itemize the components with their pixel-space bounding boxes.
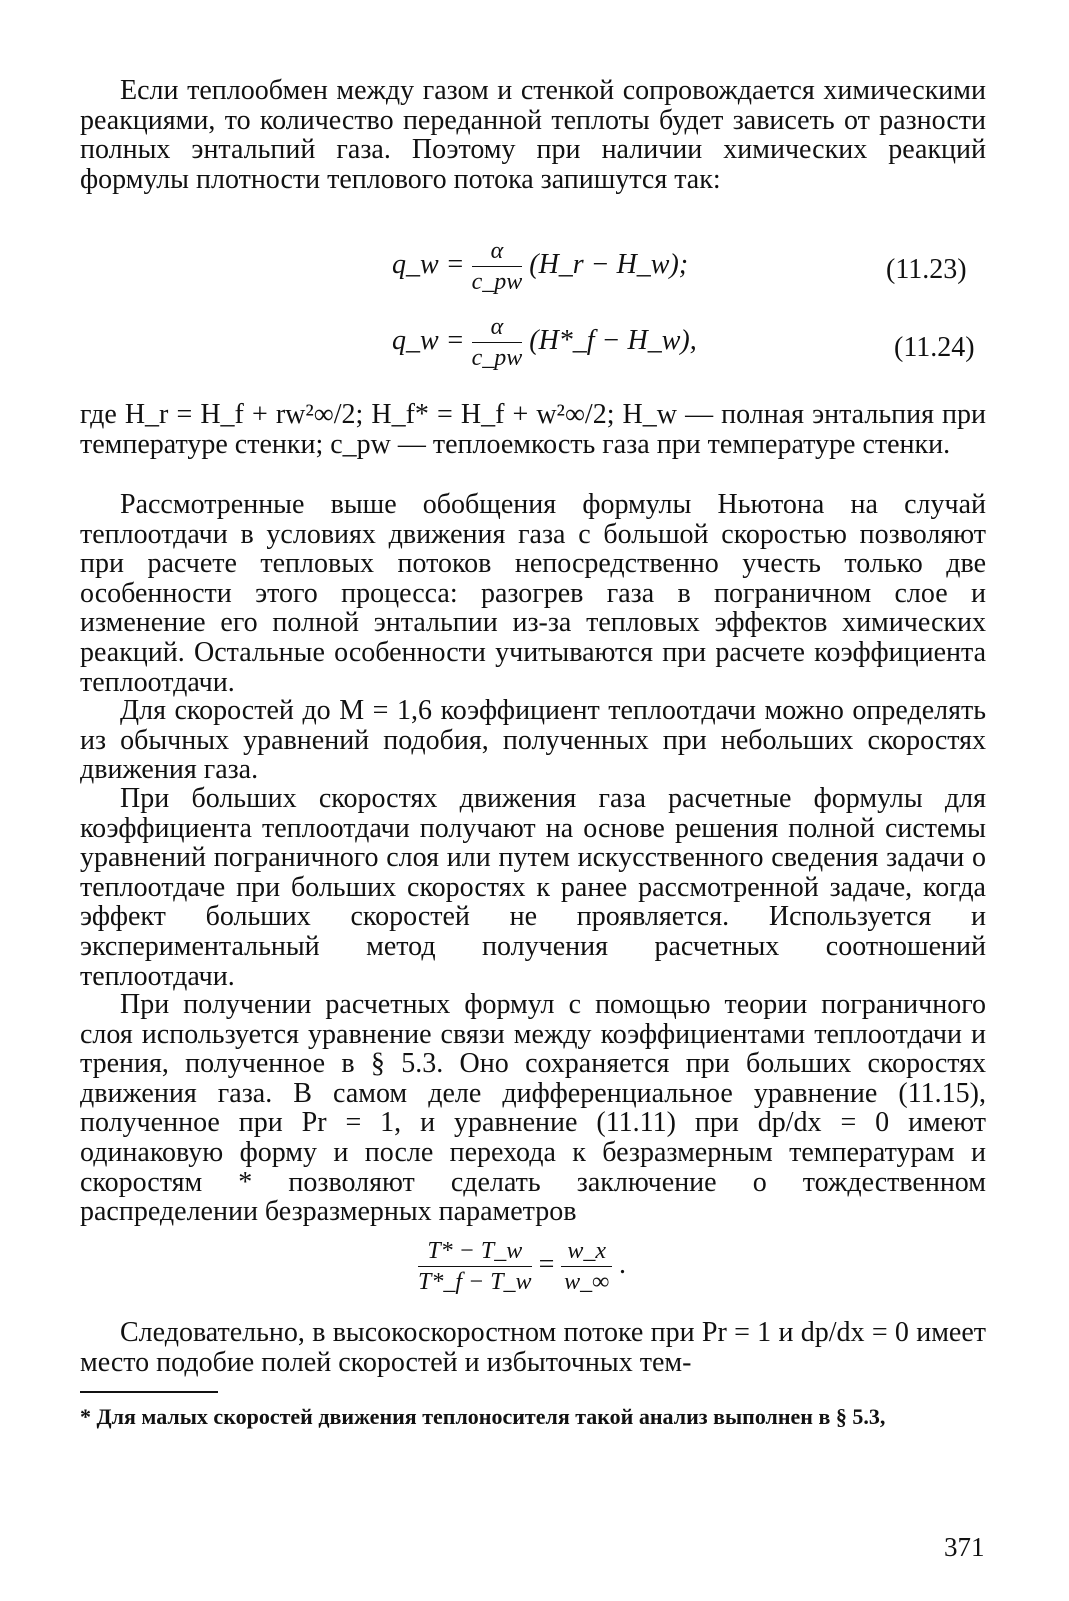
eq1-lhs: q_w =	[392, 248, 465, 280]
eq3-numerator-2: w_x	[561, 1236, 612, 1267]
paragraph-low-speed: Для скоростей до M = 1,6 коэффициент теплоотдачи можно определять из обычных уравнений подобия, полученных при небольших скоростях движения газа.	[80, 695, 986, 786]
eq1-rhs: (H_r − H_w);	[529, 248, 689, 280]
equation-similarity	[418, 1236, 626, 1297]
eq3-numerator-1: T* − T_w	[418, 1236, 532, 1267]
equation-number-11-24: (11.24)	[894, 332, 975, 363]
equation-11-24	[392, 312, 697, 373]
eq2-denominator: c_pw	[471, 345, 523, 371]
eq3-tail: .	[619, 1248, 627, 1280]
eq3-denominator-2: w_∞	[564, 1269, 610, 1295]
paragraph-high-speed: При больших скоростях движения газа расчетные формулы для коэффициента теплоотдачи получают на основе решения полной системы уравнений пограничного слоя или путем искусственного сведения задачи о теплоотдаче при больших скоростях к ранее рассмотренной задаче, когда эффект больших скоростей не проявляется. Используется и экспериментальный метод получения расчетных соотношений теплоотдачи.	[80, 783, 986, 992]
footnote: * Для малых скоростей движения теплоносителя такой анализ выполнен в § 5.3,	[80, 1404, 886, 1429]
eq2-lhs: q_w =	[392, 324, 465, 356]
equation-number-11-23: (11.23)	[886, 254, 967, 285]
eq1-fraction	[472, 236, 523, 297]
eq3-velocity-fraction	[561, 1236, 612, 1297]
eq3-denominator-1: T*_f − T_w	[418, 1269, 532, 1295]
eq1-numerator: α	[472, 236, 523, 267]
eq2-rhs: (H*_f − H_w),	[529, 324, 697, 356]
eq3-temperature-fraction	[418, 1236, 532, 1297]
paragraph-definitions: где H_r = H_f + rw²∞/2; H_f* = H_f + w²∞/2; H_w — полная энтальпия при температуре стенки; c_pw — теплоемкость газа при температуре стенки.	[80, 399, 986, 460]
paragraph-newton-generalization: Рассмотренные выше обобщения формулы Ньютона на случай теплоотдачи в условиях движения газа с большой скоростью позволяют при расчете тепловых потоков непосредственно учесть только две особенности этого процесса: разогрев газа в пограничном слое и изменение его полной энтальпии из-за тепловых эффектов химических реакций. Остальные особенности учитываются при расчете коэффициента теплоотдачи.	[80, 489, 986, 698]
eq1-denominator: c_pw	[471, 269, 523, 295]
eq2-fraction	[472, 312, 523, 373]
paragraph-intro: Если теплообмен между газом и стенкой сопровождается химическими реакциями, то количество переданной теплоты будет зависеть от разности полных энтальпий газа. Поэтому при наличии химических реакций формулы плотности теплового потока запишутся так:	[80, 75, 986, 195]
paragraph-boundary-layer: При получении расчетных формул с помощью теории пограничного слоя используется уравнение связи между коэффициентами теплоотдачи и трения, полученное в § 5.3. Оно сохраняется при больших скоростях движения газа. В самом деле дифференциальное уравнение (11.15), полученное при Pr = 1, и уравнение (11.11) при dp/dx = 0 имеют одинаковую форму и после перехода к безразмерным температурам и скоростям * позволяют сделать заключение о тождественном распределении безразмерных параметров	[80, 989, 986, 1228]
page-number: 371	[944, 1532, 985, 1562]
equation-11-23	[392, 236, 688, 297]
footnote-rule	[80, 1391, 218, 1393]
eq2-numerator: α	[472, 312, 523, 343]
paragraph-conclusion: Следовательно, в высокоскоростном потоке при Pr = 1 и dp/dx = 0 имеет место подобие полей скоростей и избыточных тем-	[80, 1317, 986, 1378]
eq3-equals: =	[538, 1248, 555, 1280]
